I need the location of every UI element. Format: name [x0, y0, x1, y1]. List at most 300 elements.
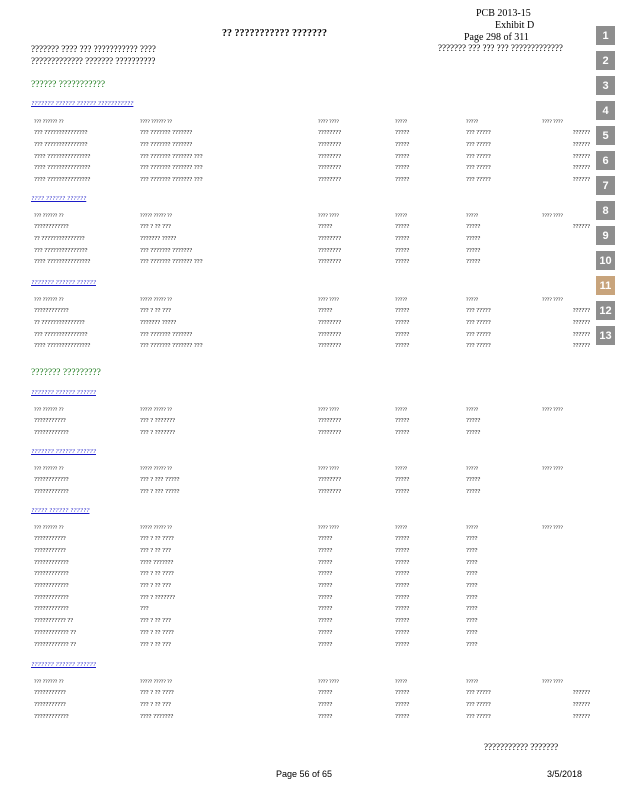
table-cell: ?????	[318, 712, 333, 720]
table-cell: ???	[140, 605, 149, 613]
table-cell: ???? ???????????????	[34, 152, 91, 160]
table-cell: ???????????? ??	[34, 628, 77, 636]
column-header: ???? ????	[542, 466, 563, 472]
table-cell: ?????	[395, 547, 410, 555]
table-cell: ??? ??????? ??????? ???	[140, 258, 203, 266]
column-header: ?????	[466, 407, 479, 413]
page-tab-label: 12	[599, 304, 612, 317]
table-cell: ????????	[318, 176, 342, 184]
table-cell	[542, 545, 590, 557]
table-cell: ?????	[318, 605, 333, 613]
page-tab-label: 1	[602, 29, 609, 42]
table-cell: ??? ?????	[466, 307, 491, 315]
exhibit-line-3: Page 298 of 311	[464, 32, 529, 43]
table-cell: ?????	[466, 246, 481, 254]
table-cell: ??????? ?????	[140, 319, 177, 327]
table-cell: ?????	[395, 246, 410, 254]
table-cell: ?????	[395, 558, 410, 566]
table-cell: ????????????	[34, 223, 69, 231]
table-cell: ?????	[395, 417, 410, 425]
column-header: ?????	[395, 679, 408, 685]
column-header: ???? ?????? ??	[140, 119, 173, 125]
table-cell: ??? ?????	[466, 330, 491, 338]
page-tab-6[interactable]	[596, 151, 615, 170]
table-cell: ?? ???????????????	[34, 235, 85, 243]
table-cell	[542, 256, 590, 268]
table-cell: ?????	[318, 307, 333, 315]
data-table	[34, 523, 590, 650]
subsection-link[interactable]: ??????? ?????? ??????	[31, 661, 96, 668]
column-header: ?????	[466, 466, 479, 472]
table-cell: ?????	[466, 488, 481, 496]
table-header-row	[34, 117, 590, 127]
table-cell: ??? ???????????????	[34, 141, 88, 149]
table-cell: ???????????	[34, 535, 66, 543]
column-header: ???? ????	[542, 213, 563, 219]
data-table	[34, 211, 590, 268]
table-cell: ????????	[318, 129, 342, 137]
exhibit-header	[462, 8, 572, 44]
table-cell: ??? ? ?? ???	[140, 307, 171, 315]
table-cell: ?????	[395, 640, 410, 648]
table-cell: ?????	[395, 535, 410, 543]
page-tab-12[interactable]	[596, 301, 615, 320]
table-cell: ?????	[395, 429, 410, 437]
table-cell: ??? ???????????????	[34, 330, 88, 338]
table-cell	[542, 580, 590, 592]
table-cell: ??????	[572, 712, 590, 720]
table-header-row	[34, 211, 590, 221]
table-row	[34, 533, 590, 545]
table-cell: ??????? ?????	[140, 235, 177, 243]
table-cell: ??? ??????? ??????? ???	[140, 342, 203, 350]
table-row	[34, 627, 590, 639]
table-cell: ?????	[318, 701, 333, 709]
table-row	[34, 591, 590, 603]
table-cell: ?????	[466, 235, 481, 243]
table-row	[34, 317, 590, 329]
table-row	[34, 415, 590, 427]
table-row	[34, 221, 590, 233]
table-row	[34, 233, 590, 245]
table-row	[34, 340, 590, 352]
table-cell: ??? ? ?? ????	[140, 689, 174, 697]
table-cell: ?????	[318, 617, 333, 625]
table-cell: ?????	[318, 593, 333, 601]
table-cell	[542, 427, 590, 439]
table-cell: ????????????	[34, 570, 69, 578]
table-row	[34, 328, 590, 340]
table-cell: ????????	[318, 141, 342, 149]
table-cell: ????????	[318, 330, 342, 338]
page-tabs	[596, 26, 616, 351]
page-tab-3[interactable]	[596, 76, 615, 95]
table-cell: ??? ? ??? ?????	[140, 476, 180, 484]
table-cell	[542, 415, 590, 427]
table-row	[34, 556, 590, 568]
page-tab-label: 6	[602, 154, 609, 167]
table-cell: ?? ???????????????	[34, 319, 85, 327]
table-cell: ?????	[395, 307, 410, 315]
column-header: ????? ????? ??	[140, 466, 173, 472]
data-table	[34, 405, 590, 438]
table-cell: ????????	[318, 417, 342, 425]
table-row	[34, 486, 590, 498]
table-cell	[542, 591, 590, 603]
table-cell: ????	[466, 640, 478, 648]
table-cell: ????????????	[34, 605, 69, 613]
column-header: ???? ????	[318, 407, 339, 413]
column-header: ???? ????	[318, 679, 339, 685]
table-cell: ??? ?????	[466, 701, 491, 709]
table-cell: ?????	[466, 476, 481, 484]
table-cell: ??? ??????? ??????? ???	[140, 176, 203, 184]
table-cell: ??? ? ???????	[140, 429, 175, 437]
table-cell: ????????????	[34, 307, 69, 315]
table-cell	[542, 486, 590, 498]
table-cell: ??? ?????	[466, 712, 491, 720]
table-cell: ????	[466, 558, 478, 566]
table-cell: ?????	[395, 582, 410, 590]
table-cell: ??????	[572, 342, 590, 350]
exhibit-line-1: PCB 2013-15	[476, 8, 531, 19]
table-row	[34, 139, 590, 151]
table-cell: ??????	[572, 141, 590, 149]
table-cell: ?????	[318, 535, 333, 543]
table-cell: ????????	[318, 258, 342, 266]
table-cell: ??? ??????? ??????? ???	[140, 152, 203, 160]
table-cell: ????	[466, 628, 478, 636]
column-header: ?????	[466, 213, 479, 219]
page-tab-9[interactable]	[596, 226, 615, 245]
table-cell: ?????	[466, 417, 481, 425]
column-header: ???? ????	[318, 466, 339, 472]
table-cell: ????	[466, 582, 478, 590]
table-row	[34, 256, 590, 268]
table-cell: ??? ? ?? ???	[140, 223, 171, 231]
table-cell: ?????	[395, 330, 410, 338]
page-tab-label: 5	[602, 129, 609, 142]
table-cell: ?????	[395, 689, 410, 697]
table-cell: ????	[466, 593, 478, 601]
table-cell: ??????	[572, 223, 590, 231]
table-cell: ?????	[466, 223, 481, 231]
table-cell: ????????????	[34, 712, 69, 720]
table-header-row	[34, 523, 590, 533]
table-cell	[542, 233, 590, 245]
page-tab-label: 2	[602, 54, 609, 67]
table-cell: ??????	[572, 176, 590, 184]
table-cell	[542, 474, 590, 486]
column-header: ???? ????	[318, 213, 339, 219]
table-cell: ????????????	[34, 593, 69, 601]
column-header: ?????	[466, 297, 479, 303]
column-header: ??? ?????? ??	[34, 466, 64, 472]
table-cell: ??????	[572, 330, 590, 338]
table-cell: ?????	[395, 223, 410, 231]
table-cell	[542, 533, 590, 545]
table-cell	[542, 556, 590, 568]
table-cell: ??? ? ?? ????	[140, 570, 174, 578]
table-cell: ????????	[318, 246, 342, 254]
table-row	[34, 580, 590, 592]
column-header: ?????	[466, 679, 479, 685]
table-cell: ????????	[318, 152, 342, 160]
table-cell: ?????	[466, 429, 481, 437]
table-cell: ?????	[395, 712, 410, 720]
table-cell: ?????	[395, 141, 410, 149]
table-cell	[542, 627, 590, 639]
page-tab-13[interactable]	[596, 326, 615, 345]
table-cell: ?????	[395, 258, 410, 266]
table-cell: ??????????? ??	[34, 617, 74, 625]
table-cell: ???? ???????	[140, 558, 174, 566]
column-header: ???? ????	[318, 119, 339, 125]
table-header-row	[34, 464, 590, 474]
table-cell: ????????????	[34, 558, 69, 566]
table-cell: ?????	[395, 701, 410, 709]
table-cell: ??? ? ?? ????	[140, 628, 174, 636]
column-header: ???? ????	[318, 525, 339, 531]
table-cell: ????????	[318, 164, 342, 172]
table-cell: ??????	[572, 701, 590, 709]
table-cell: ??? ???????????????	[34, 129, 88, 137]
page-tab-label: 13	[599, 329, 612, 342]
table-cell: ??? ??????? ??????? ???	[140, 164, 203, 172]
page-tab-label: 4	[602, 104, 609, 117]
table-cell: ?????	[395, 319, 410, 327]
column-header: ?????	[395, 466, 408, 472]
column-header: ?????	[395, 297, 408, 303]
table-cell: ???? ???????????????	[34, 164, 91, 172]
table-row	[34, 568, 590, 580]
table-cell: ??? ??????? ???????	[140, 141, 193, 149]
page-tab-4[interactable]	[596, 101, 615, 120]
table-cell	[542, 568, 590, 580]
table-row	[34, 244, 590, 256]
column-header: ???? ????	[318, 297, 339, 303]
print-date: 3/5/2018	[547, 769, 583, 779]
table-cell: ????????	[318, 319, 342, 327]
table-cell: ??? ? ?? ???	[140, 547, 171, 555]
table-cell: ????????????	[34, 429, 69, 437]
table-row	[34, 150, 590, 162]
page-tab-label: 9	[602, 229, 609, 242]
column-header: ??? ?????? ??	[34, 679, 64, 685]
table-cell: ??? ?????	[466, 164, 491, 172]
table-row	[34, 687, 590, 699]
subsection-link[interactable]: ??????? ?????? ?????? ???????????	[31, 100, 134, 107]
table-cell: ????	[466, 547, 478, 555]
header-left-line-1: ??????? ???? ??? ??????????? ????	[31, 44, 156, 54]
table-cell: ?????	[318, 628, 333, 636]
table-cell: ?????	[395, 570, 410, 578]
table-cell: ?????	[395, 176, 410, 184]
table-cell: ????????	[318, 476, 342, 484]
page-number: Page 56 of 65	[276, 769, 333, 779]
table-row	[34, 474, 590, 486]
table-cell: ?????	[318, 223, 333, 231]
table-cell: ??? ? ?? ????	[140, 535, 174, 543]
column-header: ?????	[395, 525, 408, 531]
page-tab-label: 10	[599, 254, 612, 267]
section-title: ?????? ???????????	[31, 80, 106, 90]
table-cell: ??? ?????	[466, 152, 491, 160]
table-cell: ?????	[318, 558, 333, 566]
table-cell: ??? ?????	[466, 129, 491, 137]
table-cell: ?????	[466, 258, 481, 266]
data-table	[34, 117, 590, 185]
table-cell: ???? ???????????????	[34, 258, 91, 266]
table-header-row	[34, 677, 590, 687]
column-header: ??? ?????? ??	[34, 407, 64, 413]
table-cell: ??? ?????	[466, 176, 491, 184]
table-cell: ?????	[318, 582, 333, 590]
subsection-link[interactable]: ????? ?????? ??????	[31, 507, 90, 514]
table-row	[34, 615, 590, 627]
table-cell: ?????	[395, 488, 410, 496]
table-cell	[542, 638, 590, 650]
table-cell: ???????????	[34, 689, 66, 697]
table-cell: ????????	[318, 235, 342, 243]
table-row	[34, 305, 590, 317]
table-cell: ??? ? ???????	[140, 417, 175, 425]
column-header: ?????	[395, 119, 408, 125]
table-cell: ???????????	[34, 701, 66, 709]
table-cell: ?????	[318, 547, 333, 555]
table-row	[34, 710, 590, 722]
table-cell: ????	[466, 570, 478, 578]
column-header: ????? ????? ??	[140, 525, 173, 531]
table-cell: ?????	[395, 605, 410, 613]
page-tab-2[interactable]	[596, 51, 615, 70]
table-cell: ???? ???????????????	[34, 176, 91, 184]
subsection-link[interactable]: ??????? ?????? ??????	[31, 279, 96, 286]
table-cell	[542, 603, 590, 615]
column-header: ???? ????	[542, 525, 563, 531]
table-cell: ??? ??????? ???????	[140, 330, 193, 338]
column-header: ????? ????? ??	[140, 679, 173, 685]
table-cell: ????????????	[34, 582, 69, 590]
table-cell: ????????????	[34, 488, 69, 496]
column-header: ???? ????	[542, 297, 563, 303]
table-cell: ??????	[572, 164, 590, 172]
page-tab-label: 8	[602, 204, 609, 217]
table-cell: ?????	[395, 476, 410, 484]
table-cell: ?????	[318, 640, 333, 648]
table-cell: ?????	[395, 235, 410, 243]
table-cell: ??????	[572, 129, 590, 137]
table-cell: ???????????? ??	[34, 640, 77, 648]
table-cell: ????????????	[34, 476, 69, 484]
table-row	[34, 603, 590, 615]
table-cell: ????????	[318, 342, 342, 350]
table-cell: ?????	[395, 593, 410, 601]
table-cell: ??? ?????	[466, 141, 491, 149]
column-header: ???? ????	[542, 119, 563, 125]
subsection-link[interactable]: ??????? ?????? ??????	[31, 389, 96, 396]
footer-note: ??????????? ???????	[484, 742, 559, 752]
table-cell: ???? ???????????????	[34, 342, 91, 350]
table-row	[34, 162, 590, 174]
table-row	[34, 638, 590, 650]
table-cell: ???????????	[34, 417, 66, 425]
header-left-line-2: ????????????? ??????? ??????????	[31, 56, 156, 66]
table-cell: ??? ?????	[466, 689, 491, 697]
column-header: ??? ?????? ??	[34, 525, 64, 531]
table-cell: ?????	[395, 164, 410, 172]
column-header: ???? ????	[542, 407, 563, 413]
subsection-link[interactable]: ??????? ?????? ??????	[31, 448, 96, 455]
table-cell: ????	[466, 535, 478, 543]
document-title: ?? ??????????? ???????	[222, 28, 327, 39]
subsection-link[interactable]: ???? ?????? ??????	[31, 195, 87, 202]
page-tab-7[interactable]	[596, 176, 615, 195]
table-header-row	[34, 295, 590, 305]
table-cell: ??????	[572, 319, 590, 327]
table-cell	[542, 615, 590, 627]
table-cell: ??????	[572, 307, 590, 315]
table-cell: ?????	[318, 689, 333, 697]
page-tab-label: 3	[602, 79, 609, 92]
table-cell: ??? ? ?? ???	[140, 640, 171, 648]
column-header: ????? ????? ??	[140, 407, 173, 413]
table-cell: ??? ? ?? ???	[140, 582, 171, 590]
table-cell: ??? ??????? ???????	[140, 129, 193, 137]
page-tab-11[interactable]	[596, 276, 615, 295]
table-cell: ??? ? ?? ???	[140, 701, 171, 709]
page-tab-8[interactable]	[596, 201, 615, 220]
table-cell	[542, 244, 590, 256]
table-cell: ?????	[395, 342, 410, 350]
table-header-row	[34, 405, 590, 415]
page-tab-1[interactable]	[596, 26, 615, 45]
column-header: ????? ????? ??	[140, 297, 173, 303]
table-cell: ???????????	[34, 547, 66, 555]
table-cell: ????	[466, 617, 478, 625]
table-cell: ??? ???????????????	[34, 246, 88, 254]
data-table	[34, 677, 590, 722]
table-cell: ?????	[395, 152, 410, 160]
page-tab-10[interactable]	[596, 251, 615, 270]
table-cell: ????????	[318, 429, 342, 437]
table-cell: ???? ???????	[140, 712, 174, 720]
column-header: ?????	[395, 213, 408, 219]
table-cell: ??????	[572, 689, 590, 697]
table-cell: ??? ? ??? ?????	[140, 488, 180, 496]
table-cell: ??? ?????	[466, 319, 491, 327]
table-cell: ?????	[318, 570, 333, 578]
table-row	[34, 174, 590, 186]
data-table	[34, 464, 590, 497]
column-header: ?????	[466, 119, 479, 125]
header-right-line-1: ??????? ??? ??? ??? ?????????????	[438, 43, 563, 53]
table-cell: ?????	[395, 628, 410, 636]
table-cell: ?????	[395, 617, 410, 625]
page-tab-5[interactable]	[596, 126, 615, 145]
table-row	[34, 427, 590, 439]
column-header: ?????	[466, 525, 479, 531]
column-header: ??? ?????? ??	[34, 119, 64, 125]
table-cell: ??? ?????	[466, 342, 491, 350]
column-header: ?????	[395, 407, 408, 413]
column-header: ??? ?????? ??	[34, 213, 64, 219]
table-cell: ??? ??????? ???????	[140, 246, 193, 254]
table-cell: ??? ? ???????	[140, 593, 175, 601]
exhibit-line-2: Exhibit D	[495, 20, 535, 31]
column-header: ????? ????? ??	[140, 213, 173, 219]
data-table	[34, 295, 590, 352]
